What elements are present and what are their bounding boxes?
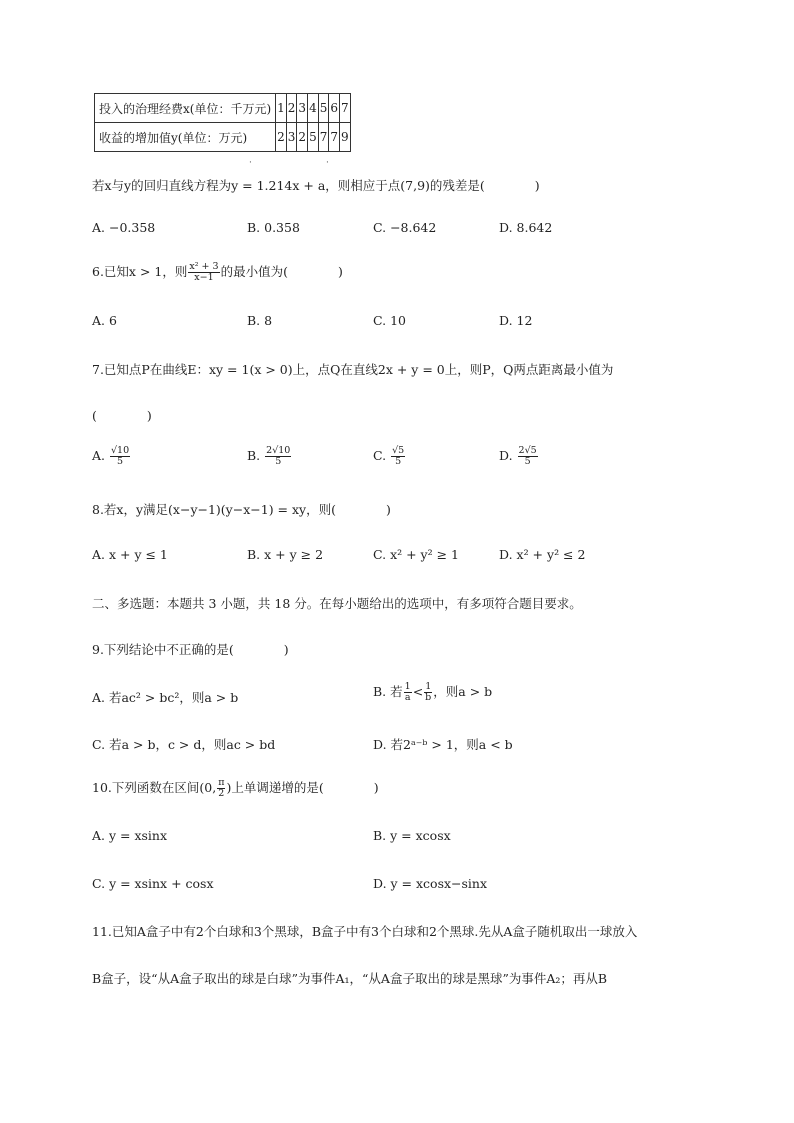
q7-option-d-label: D. — [499, 447, 513, 463]
q7-option-b — [247, 446, 292, 467]
q10-option-a: A. y = xsinx — [92, 828, 168, 843]
q7-c-den: 5 — [395, 455, 402, 467]
q8-option-d: D. x² + y² ≤ 2 — [499, 547, 586, 562]
q9-stem: 9.下列结论中不正确的是( ) — [92, 642, 289, 657]
q7-option-c-frac — [391, 446, 405, 467]
q7-b-den: 5 — [275, 455, 282, 467]
table-row-label: 投入的治理经费x(单位：千万元) — [95, 94, 276, 123]
q7-a-num: √10 — [111, 445, 130, 456]
q7-d-num: 2√5 — [518, 445, 537, 456]
q7-option-b-label: B. — [247, 447, 261, 463]
table-cell: 3 — [286, 123, 297, 152]
section-heading: 二、多选题：本题共 3 小题，共 18 分。在每小题给出的选项中，有多项符合题目要求。 — [92, 596, 582, 611]
q6-option-b: B. 8 — [247, 313, 273, 328]
q6-option-a: A. 6 — [92, 313, 117, 328]
table-cell: 2 — [297, 123, 308, 152]
data-table — [94, 93, 351, 152]
table-cell: 5 — [308, 123, 319, 152]
q6-stem-pre: 6.已知x > 1，则 — [92, 264, 188, 279]
q6-option-d: D. 12 — [499, 313, 533, 328]
q7-option-a-frac — [110, 446, 130, 467]
q11-line-2: B盒子，设“从A盒子取出的球是白球”为事件A₁，“从A盒子取出的球是黑球”为事件A₂；再从B — [92, 971, 608, 986]
q9-option-c: C. 若a > b，c > d，则ac > bd — [92, 737, 276, 752]
table-cell: 5 — [318, 94, 329, 123]
q7-option-d-frac — [518, 446, 538, 467]
q10-option-d: D. y = xcosx−sinx — [373, 876, 488, 891]
q5-option-d: D. 8.642 — [499, 220, 553, 235]
q7-b-num: 2√10 — [266, 445, 291, 456]
q8-option-a: A. x + y ≤ 1 — [92, 547, 168, 562]
q5-option-a: A. −0.358 — [92, 220, 156, 235]
q9-option-b-pre: B. 若 — [373, 684, 403, 699]
q9-option-b-post: ，则a > b — [433, 684, 493, 699]
q6-stem — [92, 262, 343, 283]
q10-stem-post: )上单调递增的是( ) — [226, 780, 379, 795]
q10-stem-pre: 10.下列函数在区间(0, — [92, 780, 217, 795]
table-cell: 7 — [318, 123, 329, 152]
table-cell: 7 — [339, 94, 350, 123]
table-row — [95, 94, 351, 123]
q8-option-c: C. x² + y² ≥ 1 — [373, 547, 459, 562]
q9-b-frac1 — [404, 682, 412, 703]
q5-option-b: B. 0.358 — [247, 220, 300, 235]
table-cell: 6 — [329, 94, 340, 123]
q10-option-c: C. y = xsinx + cosx — [92, 876, 214, 891]
q5-option-c: C. −8.642 — [373, 220, 437, 235]
q7-option-a — [92, 446, 131, 467]
table-row — [95, 123, 351, 152]
q10-option-b: B. y = xcosx — [373, 828, 451, 843]
q9-b-frac2-den: b — [425, 692, 432, 703]
q9-b-mid: < — [412, 684, 424, 699]
q6-option-c: C. 10 — [373, 313, 406, 328]
q9-b-frac1-num: 1 — [404, 681, 411, 693]
q8-stem: 8.若x，y满足(x−y−1)(y−x−1) = xy，则( ) — [92, 502, 391, 517]
q6-fraction — [188, 262, 219, 283]
q11-line-1: 11.已知A盒子中有2个白球和3个黑球，B盒子中有3个白球和2个黑球.先从A盒子随机取出一球放入 — [92, 924, 638, 939]
q7-option-a-label: A. — [92, 447, 106, 463]
table-cell: 4 — [308, 94, 319, 123]
q9-b-frac2 — [424, 682, 432, 703]
q7-a-den: 5 — [117, 455, 124, 467]
table-cell: 2 — [276, 123, 287, 152]
q10-fraction — [217, 778, 225, 799]
q7-option-d — [499, 446, 539, 467]
q10-stem — [92, 778, 379, 799]
table-row-label: 收益的增加值y(单位：万元) — [95, 123, 276, 152]
q9-b-frac1-den: a — [404, 692, 411, 703]
q10-fraction-num: π — [218, 777, 225, 789]
q5-stem: 若x与y的回归直线方程为y = 1.214x + a，则相应于点(7,9)的残差是( ) — [92, 178, 540, 193]
q9-option-a: A. 若ac² > bc²，则a > b — [92, 690, 239, 705]
q9-b-frac2-num: 1 — [425, 681, 432, 693]
q7-d-den: 5 — [524, 455, 531, 467]
stray-mark: · — [249, 158, 252, 168]
table-cell: 2 — [286, 94, 297, 123]
q7-stem: 7.已知点P在曲线E：xy = 1(x > 0)上，点Q在直线2x + y = 0上，则P，Q两点距离最小值为 — [92, 362, 614, 377]
table-cell: 1 — [276, 94, 287, 123]
q7-option-b-frac — [265, 446, 291, 467]
q9-option-d: D. 若2ᵃ⁻ᵇ > 1，则a < b — [373, 737, 513, 752]
q7-c-num: √5 — [392, 445, 405, 456]
q6-stem-post: 的最小值为( ) — [220, 264, 343, 279]
table-cell: 7 — [329, 123, 340, 152]
q8-option-b: B. x + y ≥ 2 — [247, 547, 324, 562]
q6-fraction-den: x−1 — [194, 272, 214, 283]
q9-option-b — [373, 682, 492, 703]
stray-mark: · — [326, 158, 329, 168]
q6-fraction-num: x² + 3 — [189, 261, 219, 273]
q7-option-c-label: C. — [373, 447, 387, 463]
q7-option-c — [373, 446, 406, 467]
q10-fraction-den: 2 — [218, 788, 225, 799]
q7-paren: ( ) — [92, 408, 152, 423]
table-cell: 9 — [339, 123, 350, 152]
table-cell: 3 — [297, 94, 308, 123]
